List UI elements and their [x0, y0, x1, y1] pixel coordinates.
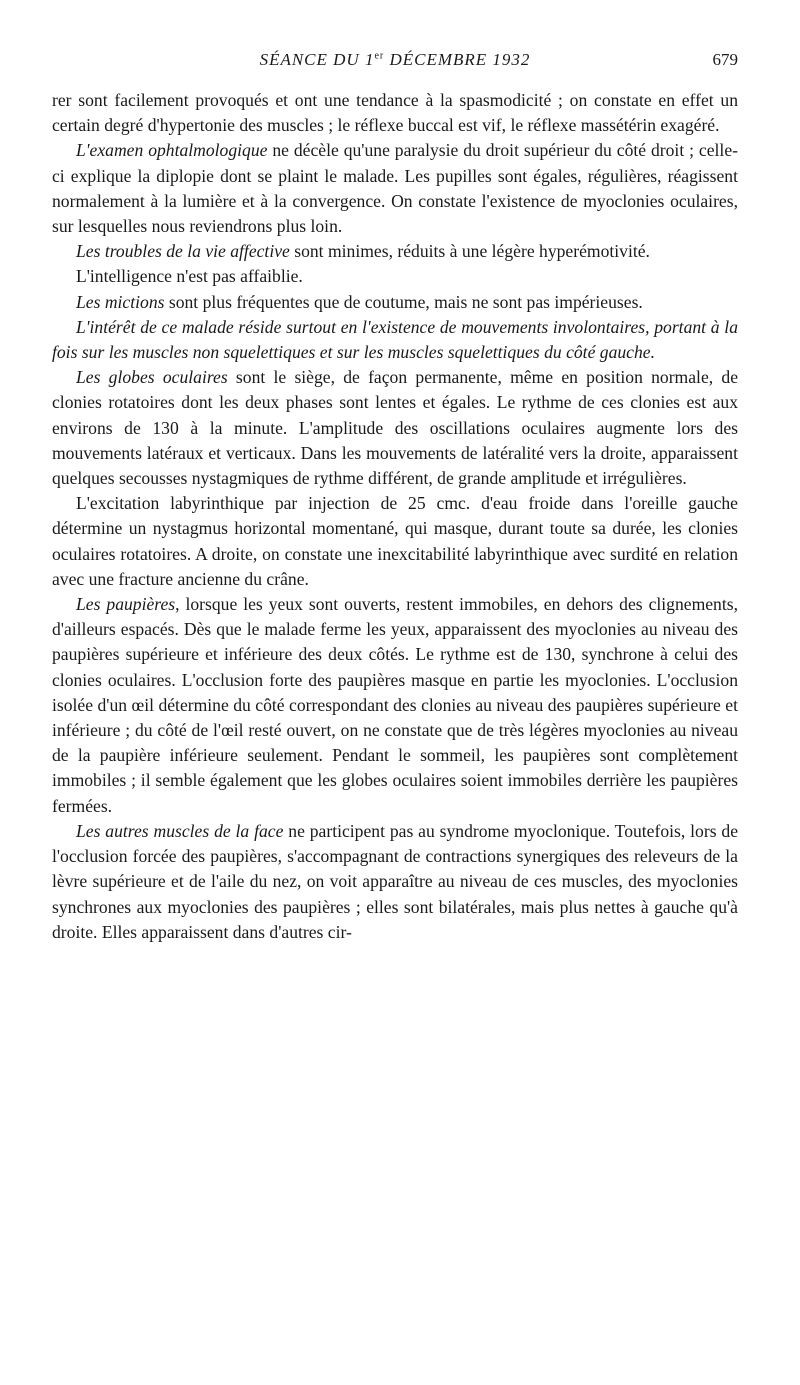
paragraph-text: sont le siège, de façon permanente, même en position normale, de clonies rotatoires dont les deux phases sont lentes et égales. Le rythme de ces clonies est aux environs de 130 à la minute. L'amplitude des oscillations oculaires augmente lors des mouvements latéraux et verticaux. Dans les mouvements de latéralité vers la droite, apparaissent quelques secousses nystagmiques de rythme différent, de grande amplitude et irrégulières. — [52, 367, 738, 489]
body-text — [52, 88, 738, 945]
paragraph — [52, 365, 738, 491]
paragraph — [52, 290, 738, 315]
paragraph — [52, 491, 738, 592]
paragraph-text: L'intelligence n'est pas affaiblie. — [76, 266, 303, 287]
paragraph — [52, 819, 738, 945]
paragraph-text: ne décèle qu'une paralysie du droit supérieur du côté droit ; celle-ci explique la diplopie dont se plaint le malade. Les pupilles sont égales, régulières, réagissent normalement à la lumière et à la convergence. On constate l'existence de myoclonies oculaires, sur lesquelles nous reviendrons plus loin. — [52, 140, 738, 237]
paragraph-text: rer sont facilement provoqués et ont une tendance à la spasmodicité ; on constate en effet un certain degré d'hypertonie des muscles ; le réflexe buccal est vif, le réflexe massétérin exagéré. — [52, 90, 738, 136]
paragraph-text: ne participent pas au syndrome myoclonique. Toutefois, lors de l'occlusion forcée des paupières, s'accompagnant de contractions synergiques des releveurs de la lèvre supérieure et de l'aile du nez, on voit apparaître au niveau de ces muscles, des myoclonies synchrones aux myoclonies des paupières ; elles sont bilatérales, mais plus nettes à gauche qu'à droite. Elles apparaissent dans d'autres cir- — [52, 820, 739, 942]
paragraph — [52, 88, 738, 138]
paragraph-text: sont minimes, réduits à une légère hyperémotivité. — [289, 241, 650, 262]
paragraph-text: , lorsque les yeux sont ouverts, restent immobiles, en dehors des clignements, d'ailleurs espacés. Dès que le malade ferme les yeux, apparaissent des myoclonies au niveau des paupières supérieure et inférieure des deux côtés. Le rythme est de 130, synchrone à celui des clonies oculaires. L'occlusion forte des paupières masque en partie les myoclonies. L'occlusion isolée d'un œil détermine du côté correspondant des clonies au niveau des paupières supérieure et inférieure ; du côté de l'œil resté ouvert, on ne constate que de très légères myoclonies au niveau de la paupière inférieure seulement. Pendant le sommeil, les paupières sont complètement immobiles ; il semble également que les globes oculaires soient immobiles derrière les paupières fermées. — [52, 594, 738, 816]
paragraph-italic-text: Les paupières — [76, 594, 176, 615]
paragraph-text: L'excitation labyrinthique par injection de 25 cmc. d'eau froide dans l'oreille gauche détermine un nystagmus horizontal momentané, qui masque, durant toute sa durée, les clonies oculaires rotatoires. A droite, on constate une inexcitabilité labyrinthique avec surdité en relation avec une fracture ancienne du crâne. — [52, 493, 738, 589]
paragraph — [52, 264, 738, 289]
paragraph — [52, 592, 738, 819]
header-title-main: SÉANCE DU 1 — [259, 50, 375, 69]
paragraph-text: sont plus fréquentes que de coutume, mais ne sont pas impérieuses. — [164, 291, 643, 312]
paragraph-italic-text: Les mictions — [76, 291, 165, 312]
running-header — [52, 50, 738, 74]
paragraph-italic-text: Les troubles de la vie affective — [76, 241, 290, 262]
paragraph — [52, 315, 738, 365]
paragraph — [52, 239, 738, 264]
paragraph-italic-text: Les autres muscles de la face — [76, 820, 284, 841]
header-title-superscript: er — [374, 50, 385, 62]
paragraph-italic-text: L'intérêt de ce malade réside surtout en l'existence de mouvements involontaires, portant à la fois sur les muscles non squelettiques et sur les muscles squelettiques du côté gauche. — [52, 316, 738, 363]
header-title-date: DÉCEMBRE 1932 — [384, 50, 531, 69]
page-number: 679 — [712, 50, 738, 69]
header-title — [52, 50, 738, 70]
paragraph — [52, 138, 738, 239]
paragraph-italic-text: L'examen ophtalmologique — [76, 140, 268, 161]
paragraph-italic-text: Les globes oculaires — [76, 367, 228, 388]
